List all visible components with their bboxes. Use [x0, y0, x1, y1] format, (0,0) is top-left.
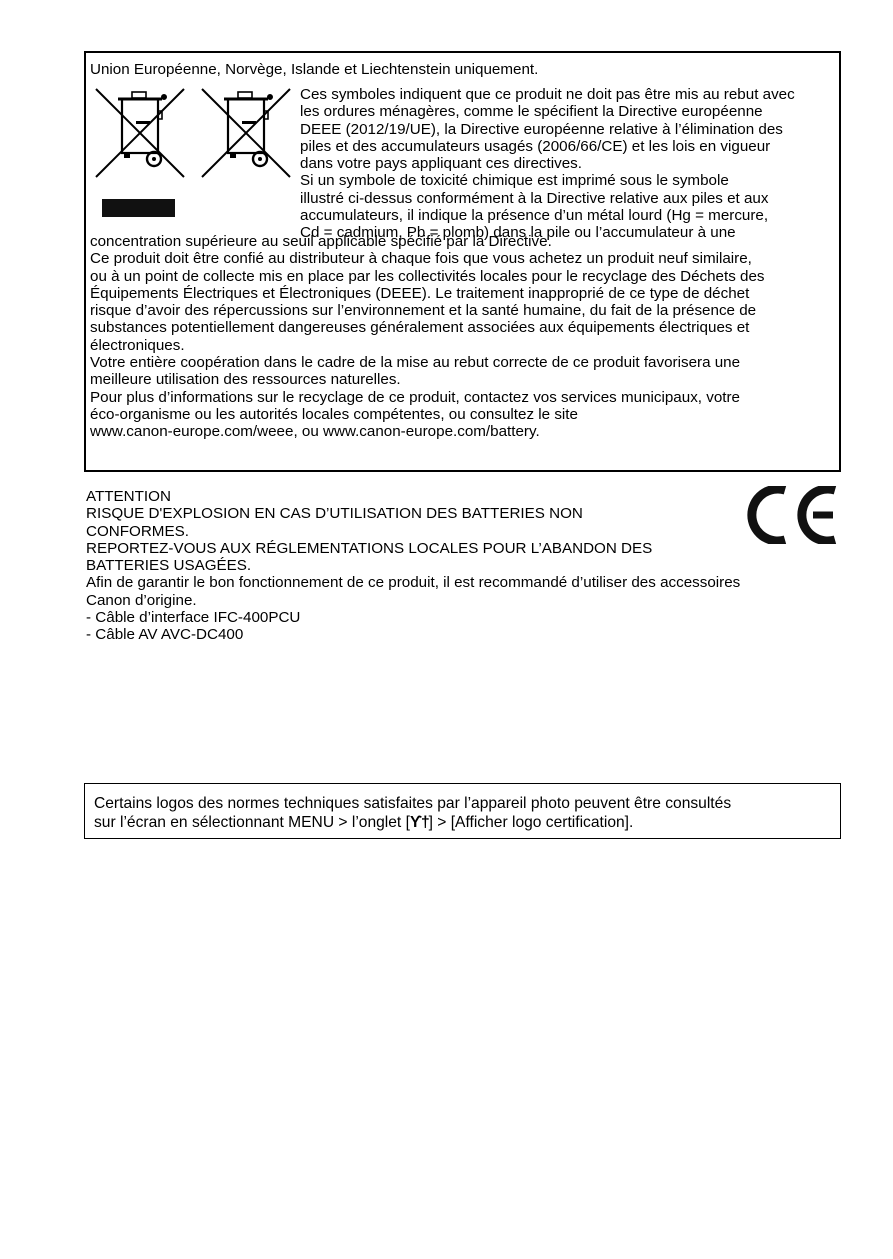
text-line: ou à un point de collecte mis en place par les collectivités locales pour le recyclage des Déchets des [90, 267, 765, 285]
text-line: concentration supérieure au seuil applicable spécifié par la Directive. [90, 233, 552, 250]
chemical-symbol-redaction-bar [102, 199, 175, 217]
text-line: électroniques. [90, 336, 185, 354]
accessory-item: - Câble d’interface IFC-400PCU [86, 609, 301, 627]
text-line: Certains logos des normes techniques satisfaites par l’appareil photo peuvent être consultés [94, 795, 732, 812]
text-line: Canon d’origine. [86, 591, 197, 609]
text-line: REPORTEZ-VOUS AUX RÉGLEMENTATIONS LOCALES POUR L’ABANDON DES [86, 539, 653, 557]
text-line: www.canon-europe.com/weee, ou www.canon-europe.com/battery. [90, 423, 540, 441]
attention-heading: ATTENTION [86, 488, 171, 505]
certification-note-box [84, 783, 841, 839]
weee-side-text [300, 86, 795, 242]
weee-notice-box [84, 51, 841, 472]
text-line: DEEE (2012/19/UE), la Directive européenne relative à l’élimination des [300, 120, 783, 138]
text-line: RISQUE D'EXPLOSION EN CAS D’UTILISATION DES BATTERIES NON [86, 505, 583, 523]
crossed-bin-icon [202, 89, 290, 177]
accessory-item: - Câble AV AVC-DC400 [86, 626, 244, 644]
text-line: illustré ci-dessus conformément à la Directive relative aux piles et aux [300, 189, 769, 207]
text-line: meilleure utilisation des ressources naturelles. [90, 371, 401, 389]
ce-mark-logo [747, 486, 839, 544]
text-line: CONFORMES. [86, 522, 189, 540]
setup-tab-icon: ϒ† [409, 814, 429, 831]
text-line: les ordures ménagères, comme le spécifient la Directive européenne [300, 103, 763, 121]
text-line: Équipements Électriques et Électroniques (DEEE). Le traitement inapproprié de ce type de déchet [90, 284, 750, 302]
text-line: accumulateurs, il indique la présence d’un métal lourd (Hg = mercure, [300, 207, 769, 225]
text-line: Ce produit doit être confié au distributeur à chaque fois que vous achetez un produit neuf similaire, [90, 250, 752, 268]
text-line: dans votre pays appliquant ces directives. [300, 155, 582, 173]
text-line: Ces symboles indiquent que ce produit ne doit pas être mis au rebut avec [300, 86, 795, 103]
text-line: Pour plus d’informations sur le recyclage de ce produit, contactez vos services municipaux, votre [90, 388, 740, 406]
text-line: Afin de garantir le bon fonctionnement de ce produit, il est recommandé d’utiliser des accessoires [86, 574, 741, 592]
attention-section [86, 488, 740, 644]
text-line: Votre entière coopération dans le cadre de la mise au rebut correcte de ce produit favorisera une [90, 354, 741, 372]
text-line: risque d’avoir des répercussions sur l’environnement et la santé humaine, du fait de la présence de [90, 302, 757, 320]
weee-body-text [90, 233, 765, 441]
certification-text [94, 794, 731, 832]
text-line: piles et des accumulateurs usagés (2006/66/CE) et les lois en vigueur [300, 137, 771, 155]
crossed-bin-icon [96, 89, 184, 177]
text-line: Cd = cadmium, Pb = plomb) dans la pile ou l’accumulateur à une [300, 224, 736, 242]
text-line: Si un symbole de toxicité chimique est imprimé sous le symbole [300, 172, 729, 190]
text-line: substances potentiellement dangereuses généralement associées aux équipements électriques et [90, 319, 750, 337]
text-segment: sur l’écran en sélectionnant MENU > l’onglet [ [94, 814, 410, 831]
text-line: BATTERIES USAGÉES. [86, 557, 252, 575]
bin-icons [92, 81, 292, 221]
text-segment: ] > [Afficher logo certification]. [428, 814, 634, 831]
text-line: éco-organisme ou les autorités locales compétentes, ou consultez le site [90, 405, 578, 423]
weee-title: Union Européenne, Norvège, Islande et Liechtenstein uniquement. [90, 61, 539, 78]
text-line [94, 813, 731, 832]
